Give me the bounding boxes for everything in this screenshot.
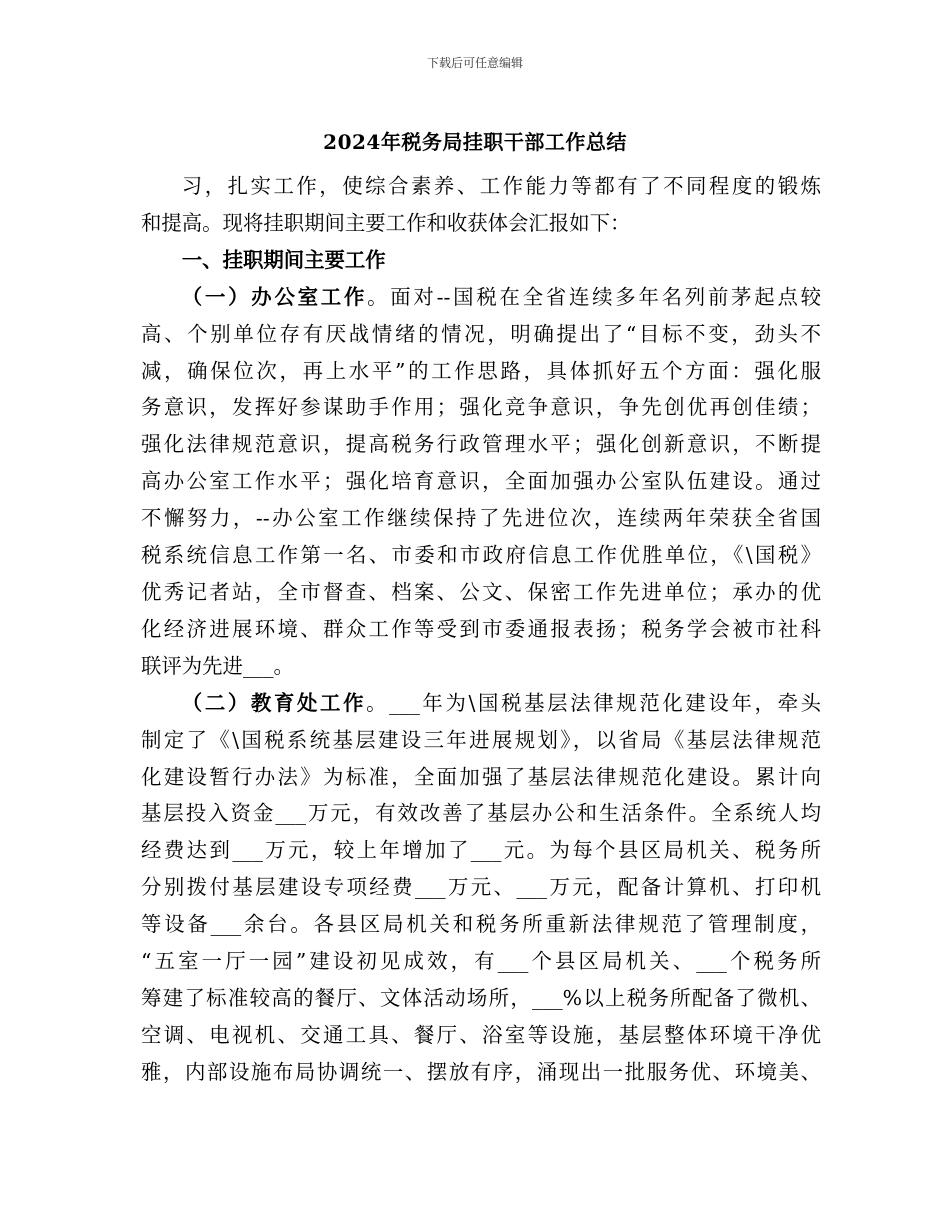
text-line bbox=[141, 685, 821, 722]
text-line: 高办公室工作水平；强化培育意识，全面加强办公室队伍建设。通过 bbox=[141, 469, 821, 494]
text-run: 。___年为\国税基层法律规范化建设年，牵头 bbox=[366, 690, 821, 715]
header-note: 下载后可任意编辑 bbox=[426, 56, 523, 70]
text-line: 优秀记者站，全市督查、档案、公文、保密工作先进单位；承办的优 bbox=[141, 579, 821, 604]
text-line: 务意识，发挥好参谋助手作用；强化竞争意识，争先创优再创佳绩； bbox=[141, 395, 821, 420]
intro-paragraph bbox=[141, 168, 821, 242]
text-line: 分别拨付基层建设专项经费___万元、___万元，配备计算机、打印机 bbox=[141, 875, 821, 900]
text-line: 和提高。现将挂职期间主要工作和收获体会汇报如下： bbox=[141, 210, 631, 235]
document-body bbox=[141, 168, 821, 1091]
text-line: 筹建了标准较高的餐厅、文体活动场所，___%以上税务所配备了微机、 bbox=[141, 985, 821, 1010]
text-line: “五室一厅一园”建设初见成效，有___个县区局机关、___个税务所 bbox=[141, 949, 821, 974]
text-line: 空调、电视机、交通工具、餐厅、浴室等设施，基层整体环境干净优 bbox=[141, 1022, 821, 1047]
text-line: 习，扎实工作，使综合素养、工作能力等都有了不同程度的锻炼 bbox=[181, 174, 821, 198]
text-line bbox=[141, 279, 821, 316]
section-heading: 一、挂职期间主要工作 bbox=[181, 247, 386, 272]
text-line: 等设备___余台。各县区局机关和税务所重新法律规范了管理制度， bbox=[141, 912, 821, 937]
paragraph-lead: （二）教育处工作 bbox=[181, 690, 367, 715]
document-title: 2024年税务局挂职干部工作总结 bbox=[323, 130, 627, 154]
text-run: 。面对--国税在全省连续多年名列前茅起点较 bbox=[367, 284, 821, 309]
text-line: 雅，内部设施布局协调统一、摆放有序，涌现出一批服务优、环境美、 bbox=[141, 1059, 821, 1084]
paragraph-office-work bbox=[141, 279, 821, 685]
text-line: 联评为先进___。 bbox=[141, 653, 294, 678]
text-line: 化建设暂行办法》为标准，全面加强了基层法律规范化建设。累计向 bbox=[141, 764, 821, 789]
text-line: 经费达到___万元，较上年增加了___元。为每个县区局机关、税务所 bbox=[141, 838, 821, 863]
paragraph-lead: （一）办公室工作 bbox=[181, 284, 368, 309]
text-line: 强化法律规范意识，提高税务行政管理水平；强化创新意识，不断提 bbox=[141, 432, 821, 457]
text-line: 高、个别单位存有厌战情绪的情况，明确提出了“目标不变，劲头不 bbox=[141, 321, 821, 346]
text-line: 不懈努力，--办公室工作继续保持了先进位次，连续两年荣获全省国 bbox=[141, 506, 821, 531]
text-line: 税系统信息工作第一名、市委和市政府信息工作优胜单位，《\国税》 bbox=[141, 543, 821, 568]
text-line: 基层投入资金___万元，有效改善了基层办公和生活条件。全系统人均 bbox=[141, 801, 821, 826]
text-line: 化经济进展环境、群众工作等受到市委通报表扬；税务学会被市社科 bbox=[141, 616, 821, 641]
paragraph-education-work bbox=[141, 685, 821, 1091]
text-line: 减，确保位次，再上水平”的工作思路，具体抓好五个方面：强化服 bbox=[141, 358, 821, 383]
text-line: 制定了《\国税系统基层建设三年进展规划》，以省局《基层法律规范 bbox=[141, 727, 821, 752]
